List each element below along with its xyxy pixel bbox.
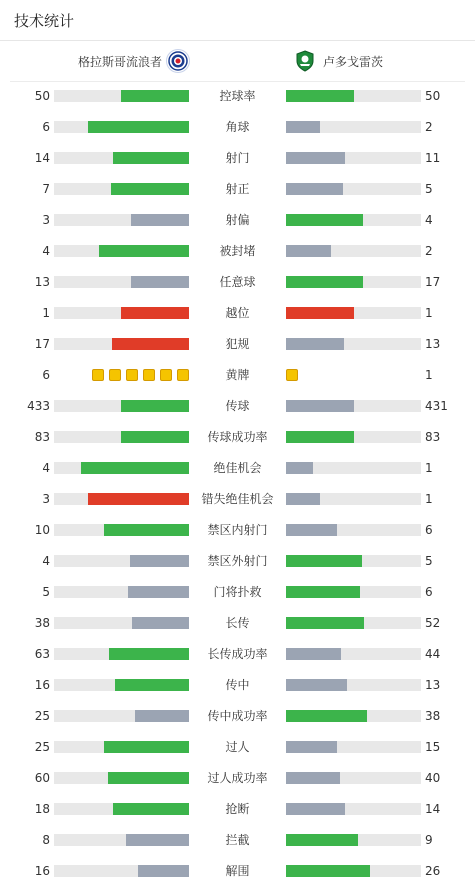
away-bar-fill: [286, 276, 363, 288]
away-bar-track: [286, 741, 421, 753]
stat-row: [0, 639, 475, 670]
home-bar-fill: [138, 865, 189, 877]
stat-row: [0, 174, 475, 205]
away-value: 13: [425, 678, 441, 692]
away-bar-fill: [286, 741, 337, 753]
away-value: 14: [425, 802, 441, 816]
stat-row: [0, 143, 475, 174]
home-bar-track: [54, 400, 189, 412]
stat-label: 传中: [225, 678, 250, 692]
home-value: 1: [42, 306, 50, 320]
stat-label: 禁区外射门: [207, 554, 268, 568]
home-value: 6: [42, 120, 50, 134]
away-bar-fill: [286, 214, 363, 226]
away-bar-fill: [286, 772, 340, 784]
stat-row: [0, 856, 475, 887]
home-bar-track: [54, 214, 189, 226]
home-bar-fill: [130, 555, 189, 567]
home-bar-fill: [121, 431, 189, 443]
stat-row: [0, 453, 475, 484]
away-bar-fill: [286, 183, 343, 195]
away-value: 2: [425, 244, 433, 258]
home-value: 83: [34, 430, 50, 444]
home-value: 14: [34, 151, 50, 165]
stat-row: [0, 794, 475, 825]
stat-row: [0, 267, 475, 298]
away-bar-fill: [286, 803, 345, 815]
away-bar-fill: [286, 152, 345, 164]
teams-row: [0, 41, 475, 81]
home-bar-track: [54, 462, 189, 474]
home-bar-track: [54, 276, 189, 288]
stat-label: 长传: [225, 616, 250, 630]
away-value: 83: [425, 430, 441, 444]
home-value: 4: [42, 554, 50, 568]
home-bar-track: [54, 648, 189, 660]
home-bar-fill: [111, 183, 189, 195]
stat-row: [0, 515, 475, 546]
home-value: 7: [42, 182, 50, 196]
home-value: 6: [42, 368, 50, 382]
away-value: 1: [425, 306, 433, 320]
stat-label: 门将扑救: [213, 585, 262, 599]
away-bar-fill: [286, 679, 347, 691]
home-bar-fill: [88, 121, 189, 133]
home-bar-fill: [99, 245, 189, 257]
home-bar-track: [54, 183, 189, 195]
yellow-card-icon: [177, 369, 189, 381]
away-bar-track: [286, 772, 421, 784]
home-value: 60: [34, 771, 50, 785]
stat-row: [0, 484, 475, 515]
home-bar-fill: [81, 462, 189, 474]
home-bar-fill: [113, 152, 189, 164]
away-bar-fill: [286, 462, 313, 474]
home-value: 50: [34, 89, 50, 103]
home-value: 3: [42, 492, 50, 506]
home-bar-track: [54, 741, 189, 753]
away-bar-track: [286, 555, 421, 567]
stat-label: 传中成功率: [207, 709, 268, 723]
home-bar-fill: [131, 214, 189, 226]
home-bar-track: [54, 338, 189, 350]
stat-row: [0, 763, 475, 794]
home-bar-track: [54, 710, 189, 722]
stat-row: [0, 670, 475, 701]
stat-row: [0, 732, 475, 763]
stat-label: 越位: [225, 306, 250, 320]
stat-label: 过人成功率: [207, 771, 268, 785]
home-team-name: 格拉斯哥流浪者: [78, 54, 163, 69]
away-bar-track: [286, 462, 421, 474]
stat-row: [0, 701, 475, 732]
away-bar-fill: [286, 338, 344, 350]
away-bar-track: [286, 710, 421, 722]
away-value: 1: [425, 461, 433, 475]
away-bar-track: [286, 834, 421, 846]
yellow-card-icon: [109, 369, 121, 381]
away-value: 5: [425, 554, 433, 568]
stat-row: [0, 825, 475, 856]
stat-label: 射偏: [225, 213, 250, 227]
away-bar-track: [286, 431, 421, 443]
home-value: 38: [34, 616, 50, 630]
stat-row: [0, 546, 475, 577]
home-bar-fill: [104, 524, 189, 536]
home-bar-fill: [121, 307, 189, 319]
home-bar-track: [54, 865, 189, 877]
away-bar-track: [286, 214, 421, 226]
away-bar-fill: [286, 586, 360, 598]
away-bar-fill: [286, 90, 354, 102]
stat-label: 角球: [225, 120, 250, 134]
stat-label: 禁区内射门: [207, 523, 268, 537]
stat-row: [0, 298, 475, 329]
home-bar-track: [54, 121, 189, 133]
away-value: 6: [425, 585, 433, 599]
stat-label: 被封堵: [219, 244, 256, 258]
home-bar-fill: [131, 276, 189, 288]
home-value: 4: [42, 244, 50, 258]
away-bar-track: [286, 586, 421, 598]
stat-label: 犯规: [225, 337, 250, 351]
away-bar-track: [286, 90, 421, 102]
home-bar-fill: [104, 741, 189, 753]
away-bar-fill: [286, 555, 362, 567]
away-bar-fill: [286, 648, 341, 660]
home-bar-fill: [109, 648, 189, 660]
away-bar-track: [286, 648, 421, 660]
away-value: 50: [425, 89, 441, 103]
away-value: 15: [425, 740, 441, 754]
stats-list: [0, 81, 475, 887]
home-value: 63: [34, 647, 50, 661]
away-bar-fill: [286, 834, 358, 846]
away-bar-track: [286, 524, 421, 536]
yellow-card-icon: [286, 369, 298, 381]
away-bar-fill: [286, 245, 331, 257]
home-bar-fill: [135, 710, 189, 722]
stat-label: 过人: [225, 740, 250, 754]
away-bar-track: [286, 152, 421, 164]
home-bar-fill: [112, 338, 189, 350]
rangers-crest-icon: [166, 49, 190, 73]
stat-row: [0, 236, 475, 267]
home-value: 16: [34, 678, 50, 692]
home-bar-track: [54, 524, 189, 536]
stat-label: 传球成功率: [207, 430, 268, 444]
home-bar-track: [54, 834, 189, 846]
home-bar-fill: [108, 772, 189, 784]
home-bar-fill: [115, 679, 189, 691]
stat-row: [0, 608, 475, 639]
home-bar-track: [54, 803, 189, 815]
stat-row: [0, 329, 475, 360]
stat-label: 射正: [225, 182, 250, 196]
away-bar-track: [286, 276, 421, 288]
away-value: 52: [425, 616, 441, 630]
home-bar-fill: [132, 617, 189, 629]
home-bar-track: [54, 307, 189, 319]
away-bar-track: [286, 493, 421, 505]
away-bar-track: [286, 803, 421, 815]
stat-label: 拦截: [225, 833, 250, 847]
away-value: 431: [425, 399, 448, 413]
away-value: 26: [425, 864, 441, 878]
away-team[interactable]: [293, 41, 383, 81]
away-value: 11: [425, 151, 441, 165]
home-value: 433: [27, 399, 50, 413]
away-bar-track: [286, 307, 421, 319]
home-bar-fill: [113, 803, 189, 815]
stat-label: 黄牌: [225, 368, 250, 382]
yellow-card-icon: [92, 369, 104, 381]
yellow-card-icon: [126, 369, 138, 381]
home-value: 5: [42, 585, 50, 599]
stat-label: 错失绝佳机会: [201, 492, 274, 506]
home-bar-track: [54, 772, 189, 784]
home-bar-track: [54, 679, 189, 691]
away-bar-track: [286, 865, 421, 877]
home-value: 16: [34, 864, 50, 878]
stat-label: 解围: [225, 864, 250, 878]
home-bar-fill: [88, 493, 189, 505]
away-bar-track: [286, 245, 421, 257]
home-bar-track: [54, 431, 189, 443]
away-value: 13: [425, 337, 441, 351]
home-value: 17: [34, 337, 50, 351]
stat-row: [0, 422, 475, 453]
away-bar-fill: [286, 307, 354, 319]
yellow-card-icon: [160, 369, 172, 381]
away-bar-fill: [286, 617, 364, 629]
away-value: 5: [425, 182, 433, 196]
page-title: 技术统计: [14, 11, 75, 30]
away-value: 9: [425, 833, 433, 847]
home-bar-track: [54, 90, 189, 102]
away-bar-fill: [286, 865, 370, 877]
yellow-card-icon: [143, 369, 155, 381]
stat-row: [0, 360, 475, 391]
away-bar-fill: [286, 121, 320, 133]
stat-row: [0, 112, 475, 143]
stat-label: 任意球: [219, 275, 256, 289]
home-value: 3: [42, 213, 50, 227]
away-bar-track: [286, 617, 421, 629]
away-bar-fill: [286, 710, 367, 722]
stat-row: [0, 205, 475, 236]
home-bar-fill: [128, 586, 189, 598]
away-value: 1: [425, 492, 433, 506]
home-value: 25: [34, 740, 50, 754]
home-bar-fill: [121, 400, 189, 412]
home-team[interactable]: [78, 41, 190, 81]
home-bar-track: [54, 617, 189, 629]
home-value: 4: [42, 461, 50, 475]
page-header: [0, 0, 475, 40]
stat-label: 射门: [225, 151, 250, 165]
home-bar-track: [54, 586, 189, 598]
home-bar-fill: [121, 90, 189, 102]
home-yellow-cards: [92, 369, 189, 381]
away-bar-fill: [286, 524, 337, 536]
away-bar-fill: [286, 431, 354, 443]
away-bar-track: [286, 400, 421, 412]
stat-label: 控球率: [219, 89, 256, 103]
away-bar-track: [286, 338, 421, 350]
away-bar-fill: [286, 400, 354, 412]
home-value: 13: [34, 275, 50, 289]
home-value: 25: [34, 709, 50, 723]
home-value: 8: [42, 833, 50, 847]
away-bar-track: [286, 183, 421, 195]
home-value: 18: [34, 802, 50, 816]
away-value: 1: [425, 368, 433, 382]
home-bar-fill: [126, 834, 189, 846]
away-bar-track: [286, 679, 421, 691]
stat-label: 长传成功率: [207, 647, 268, 661]
stat-label: 绝佳机会: [213, 461, 262, 475]
away-value: 4: [425, 213, 433, 227]
stat-row: [0, 391, 475, 422]
away-value: 38: [425, 709, 441, 723]
home-bar-track: [54, 152, 189, 164]
away-value: 2: [425, 120, 433, 134]
away-value: 17: [425, 275, 441, 289]
stat-label: 传球: [225, 399, 250, 413]
away-team-name: 卢多戈雷茨: [323, 54, 384, 69]
stat-label: 抢断: [225, 802, 250, 816]
stat-row: [0, 577, 475, 608]
ludogorets-crest-icon: [293, 49, 317, 73]
home-bar-track: [54, 245, 189, 257]
away-value: 6: [425, 523, 433, 537]
home-bar-track: [54, 555, 189, 567]
home-value: 10: [34, 523, 50, 537]
away-value: 44: [425, 647, 441, 661]
away-bar-track: [286, 121, 421, 133]
away-value: 40: [425, 771, 441, 785]
home-bar-track: [54, 493, 189, 505]
stat-row: [0, 81, 475, 112]
away-yellow-cards: [286, 369, 298, 381]
away-bar-fill: [286, 493, 320, 505]
